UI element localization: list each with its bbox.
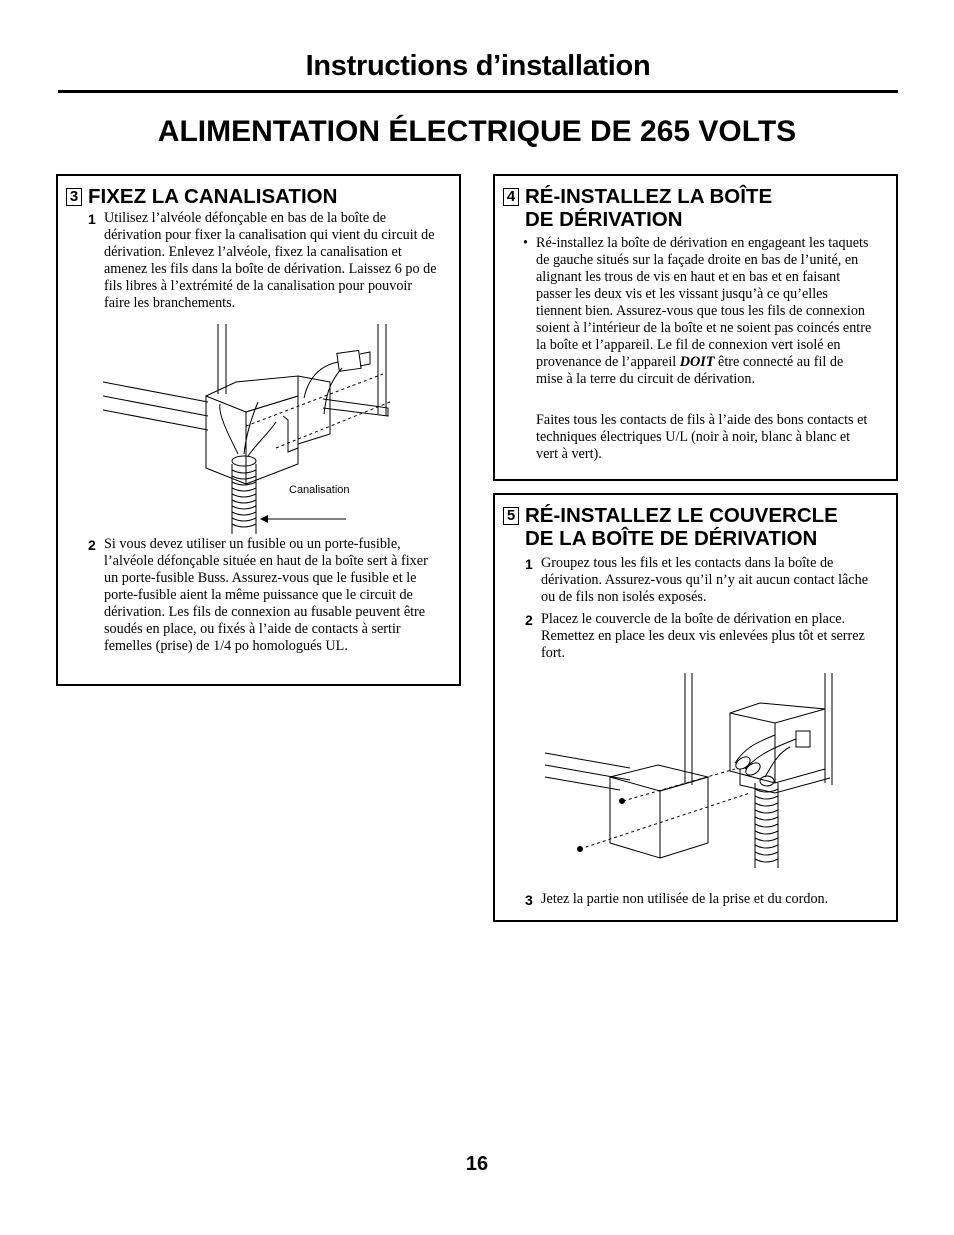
step-number: 2 [88,537,96,553]
section-5-title: RÉ-INSTALLEZ LE COUVERCLE DE LA BOÎTE DE DÉRIVATION [525,504,838,550]
step-number: 1 [525,556,533,572]
section-3-title: FIXEZ LA CANALISATION [88,185,338,208]
emphasis-doit: DOIT [679,354,715,370]
para-1-text: Ré-installez la boîte de dérivation en engageant les taquets de gauche situés sur la façade droite en bas de l’unité, en alignant les trous de vis en haut et en bas et en faisant passer les deux vis et les vissant jusqu’à ce qu’elles tiennent bien. Assurez-vous que tous les fils de connexion soient à l’intérieur de la boîte et ne soient pas coincés entre la boîte et l’appareil. Le fil de connexion vert isolé en provenance de l’appareil [536,235,872,370]
page-header [58,50,898,93]
section-3-box [56,174,461,686]
section-4-paragraph-2: Faites tous les contacts de fils à l’aide des bons contacts et techniques électriques U/L (noir à noir, blanc à blanc et vert à vert). [536,412,868,462]
section-3-number: 3 [66,188,82,206]
section-5-box [493,493,898,922]
section-4-title: RÉ-INSTALLEZ LA BOÎTE DE DÉRIVATION [525,185,773,231]
section-4-paragraph-1 [536,235,873,388]
step-text: Utilisez l’alvéole défonçable en bas de la boîte de dérivation pour fixer la canalisation qui vient du circuit de dérivation. Enlevez l’alvéole, fixez la canalisation et amenez les fils dans la boîte de dérivation. Laissez 6 po de fils libres à l’extrémité de la canalisation pour pouvoir faire les branchements. [104,210,437,311]
para-1-text-end: être connecté au fil de mise à la terre du circuit de dérivation. [536,354,844,387]
section-4-number: 4 [503,188,519,206]
page-number: 16 [465,1153,489,1175]
canalisation-label: Canalisation [289,484,350,496]
conduit-installation-figure [98,324,428,534]
step-number: 2 [525,612,533,628]
section-4-box [493,174,898,481]
step-number: 1 [88,211,96,227]
junction-cover-figure [540,673,860,883]
header-title: Instructions d’installation [305,50,651,82]
bullet: • [523,235,528,251]
step-text: Si vous devez utiliser un fusible ou un porte-fusible, l’alvéole défonçable située en haut de la boîte sert à fixer un porte-fusible Buss. Assurez-vous que le fusible et le porte-fusible aient la même puissance que le circuit de dérivation. Les fils de connexion au fusable peuvent être soudés en place, ou fixés à l’aide de contacts à sertir femelles (prise) de 1/4 po homologués UL. [104,536,428,654]
step-text: Groupez tous les fils et les contacts dans la boîte de dérivation. Assurez-vous qu’il n’y ait aucun contact lâche ou de fils non isolés exposés. [541,555,868,605]
step-text: Jetez la partie non utilisée de la prise et du cordon. [541,891,829,907]
section-5-number: 5 [503,507,519,525]
step-number: 3 [525,892,533,908]
page-title: ALIMENTATION ÉLECTRIQUE DE 265 VOLTS [157,115,797,148]
step-text: Placez le couvercle de la boîte de dérivation en place. Remettez en place les deux vis enlevées plus tôt et serrez fort. [541,611,865,661]
